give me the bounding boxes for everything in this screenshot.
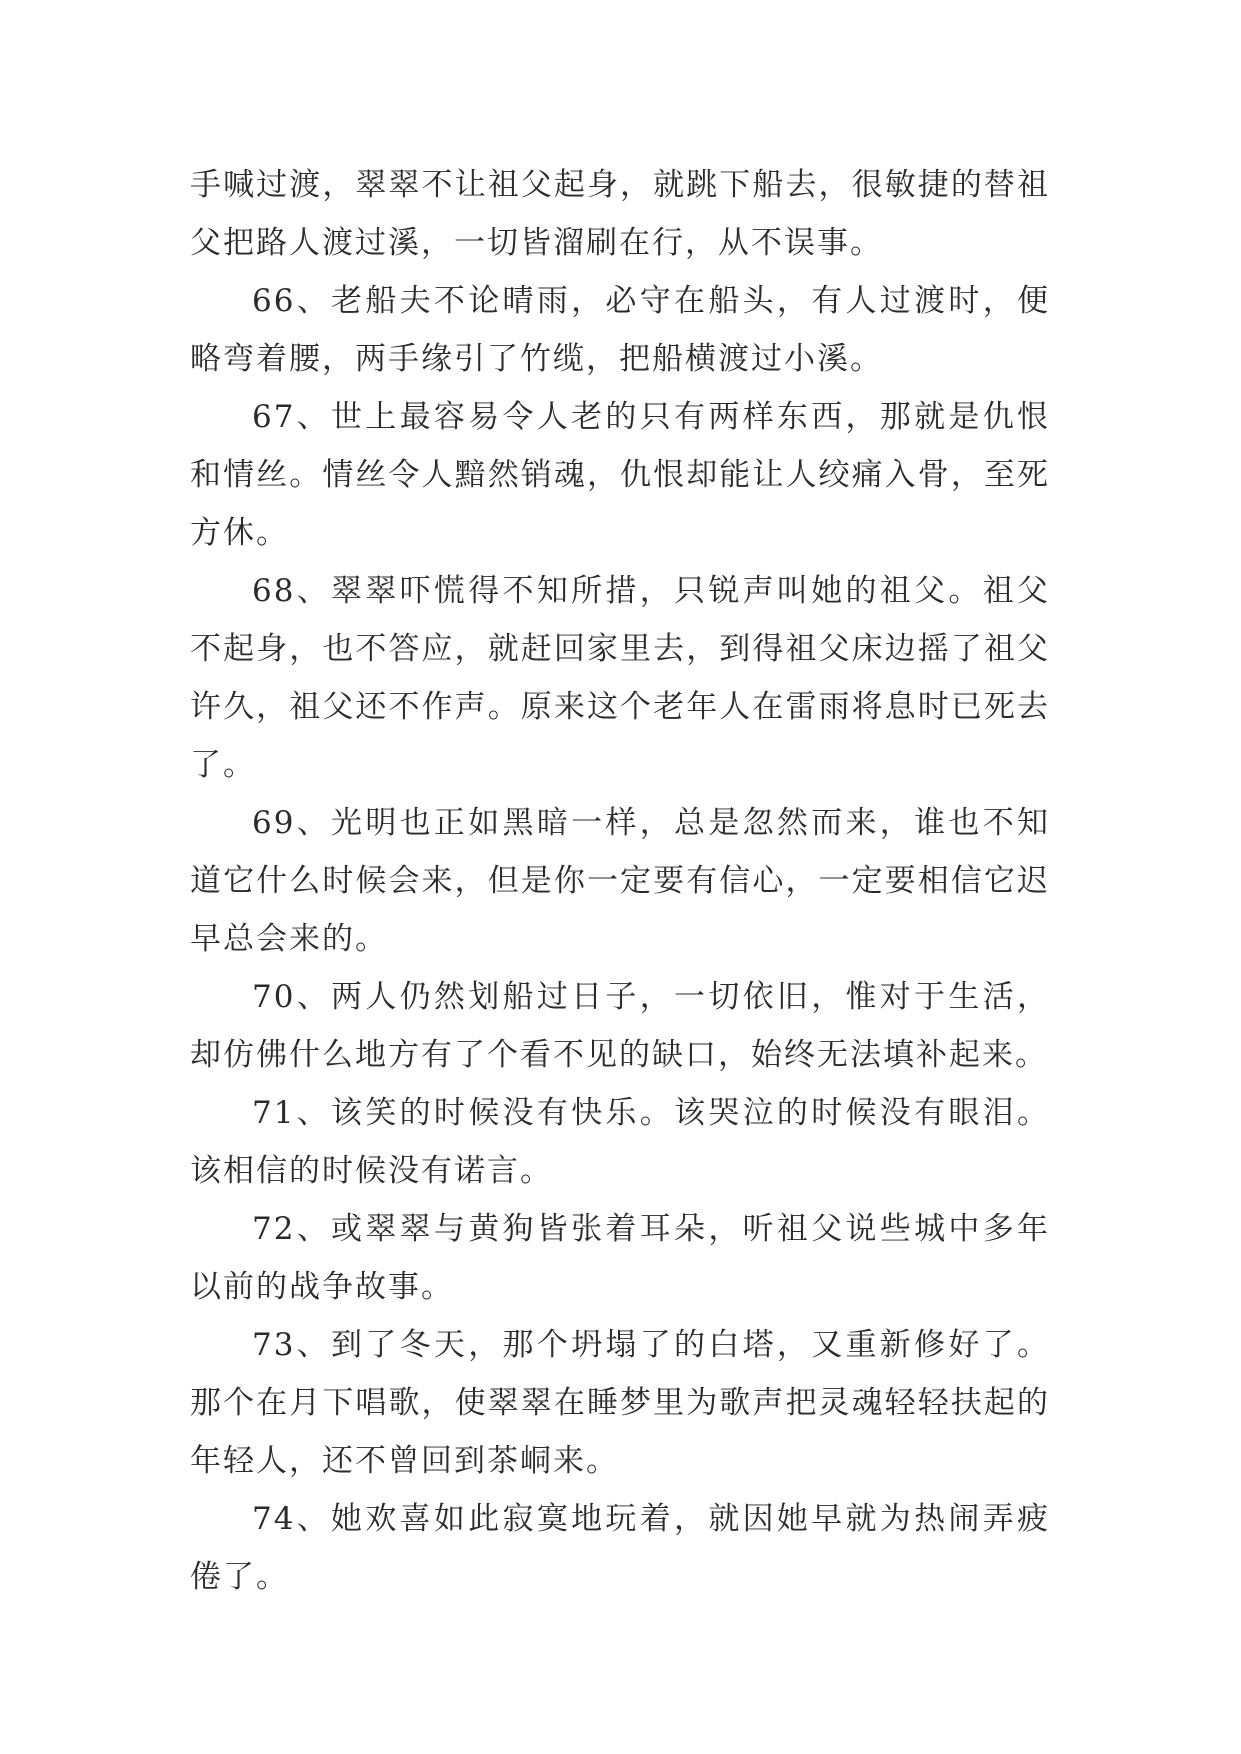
paragraph-continuation: 手喊过渡，翠翠不让祖父起身，就跳下船去，很敏捷的替祖父把路人渡过溪，一切皆溜刷在行，从不误事。 (190, 167, 1050, 261)
paragraph-67: 67、世上最容易令人老的只有两样东西，那就是仇恨和情丝。情丝令人黯然销魂，仇恨却能让人绞痛入骨，至死方休。 (190, 399, 1050, 551)
paragraph-66: 66、老船夫不论晴雨，必守在船头，有人过渡时，便略弯着腰，两手缘引了竹缆，把船横渡过小溪。 (190, 283, 1050, 377)
paragraph-71: 71、该笑的时候没有快乐。该哭泣的时候没有眼泪。该相信的时候没有诺言。 (190, 1095, 1050, 1189)
paragraph-72: 72、或翠翠与黄狗皆张着耳朵，听祖父说些城中多年以前的战争故事。 (190, 1211, 1050, 1305)
paragraph-70: 70、两人仍然划船过日子，一切依旧，惟对于生活，却仿佛什么地方有了个看不见的缺口，始终无法填补起来。 (190, 979, 1050, 1073)
document-body (190, 156, 1050, 1606)
paragraph-73: 73、到了冬天，那个坍塌了的白塔，又重新修好了。那个在月下唱歌，使翠翠在睡梦里为歌声把灵魂轻轻扶起的年轻人，还不曾回到茶峒来。 (190, 1327, 1050, 1479)
paragraph-69: 69、光明也正如黑暗一样，总是忽然而来，谁也不知道它什么时候会来，但是你一定要有信心，一定要相信它迟早总会来的。 (190, 805, 1050, 957)
paragraph-68: 68、翠翠吓慌得不知所措，只锐声叫她的祖父。祖父不起身，也不答应，就赶回家里去，到得祖父床边摇了祖父许久，祖父还不作声。原来这个老年人在雷雨将息时已死去了。 (190, 573, 1050, 783)
paragraph-74: 74、她欢喜如此寂寞地玩着，就因她早就为热闹弄疲倦了。 (190, 1501, 1050, 1595)
